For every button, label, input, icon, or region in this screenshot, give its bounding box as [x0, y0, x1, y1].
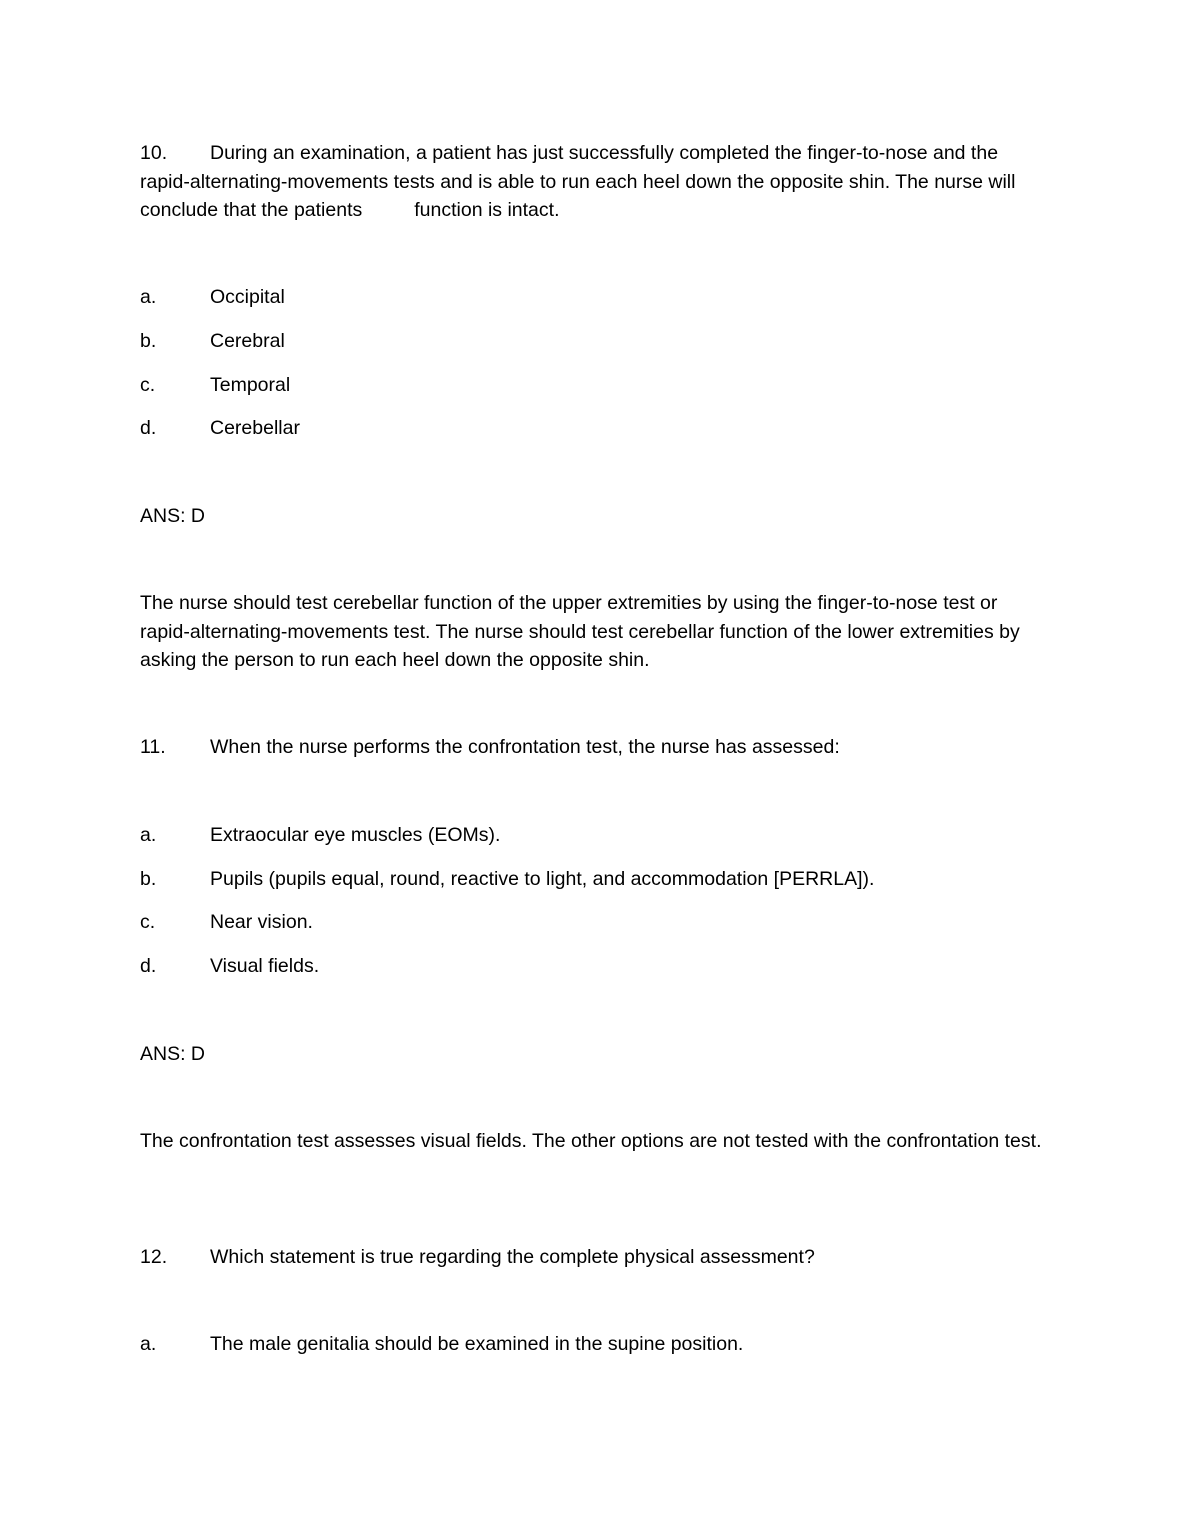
- option-d: [140, 952, 1050, 981]
- option-text: Pupils (pupils equal, round, reactive to light, and accommodation [PERRLA]).: [210, 868, 875, 890]
- option-text: Cerebral: [210, 330, 285, 352]
- option-letter: b.: [140, 868, 157, 890]
- option-letter: c.: [140, 911, 156, 933]
- option-c: [140, 908, 1050, 937]
- option-text: Near vision.: [210, 911, 313, 933]
- question-text-continued: function is intact.: [414, 199, 560, 221]
- question-text: When the nurse performs the confrontation test, the nurse has assessed:: [210, 736, 840, 758]
- answer-label: ANS: D: [140, 1043, 206, 1065]
- option-b: [140, 327, 1050, 356]
- option-text: Visual fields.: [210, 955, 320, 977]
- question-text: During an examination, a patient has just successfully completed the finger-to-nose and the rapid-alternating-movements tests and is able to run each heel down the opposite shin. The nurse will conclude that the patients: [140, 142, 1016, 221]
- option-d: [140, 414, 1050, 443]
- rationale-text: The confrontation test assesses visual fields. The other options are not tested with the confrontation test.: [140, 1130, 1042, 1152]
- question-number: 11.: [140, 736, 166, 758]
- option-letter: d.: [140, 955, 157, 977]
- option-a: [140, 283, 1050, 312]
- option-text: Extraocular eye muscles (EOMs).: [210, 824, 501, 846]
- question-number: 12.: [140, 1246, 168, 1268]
- question-text: Which statement is true regarding the complete physical assessment?: [210, 1246, 815, 1268]
- option-text: The male genitalia should be examined in the supine position.: [210, 1333, 744, 1355]
- rationale-text: The nurse should test cerebellar function of the upper extremities by using the finger-to-nose test or rapid-alternating-movements test. The nurse should test cerebellar function of the lower extremities by asking the person to run each heel down the opposite shin.: [140, 592, 1020, 671]
- option-letter: a.: [140, 824, 157, 846]
- option-a: [140, 821, 1050, 850]
- option-text: Temporal: [210, 374, 291, 396]
- option-a: [140, 1330, 1050, 1359]
- question-12-stem: [140, 1243, 1050, 1272]
- option-text: Cerebellar: [210, 417, 300, 439]
- question-11-stem: [140, 733, 1050, 762]
- question-10-stem: [140, 139, 1050, 225]
- question-number: 10.: [140, 142, 168, 164]
- option-letter: b.: [140, 330, 157, 352]
- option-letter: a.: [140, 286, 157, 308]
- option-letter: d.: [140, 417, 157, 439]
- option-text: Occipital: [210, 286, 285, 308]
- option-b: [140, 865, 1050, 894]
- answer-label: ANS: D: [140, 505, 206, 527]
- option-letter: a.: [140, 1333, 157, 1355]
- option-c: [140, 371, 1050, 400]
- option-letter: c.: [140, 374, 156, 396]
